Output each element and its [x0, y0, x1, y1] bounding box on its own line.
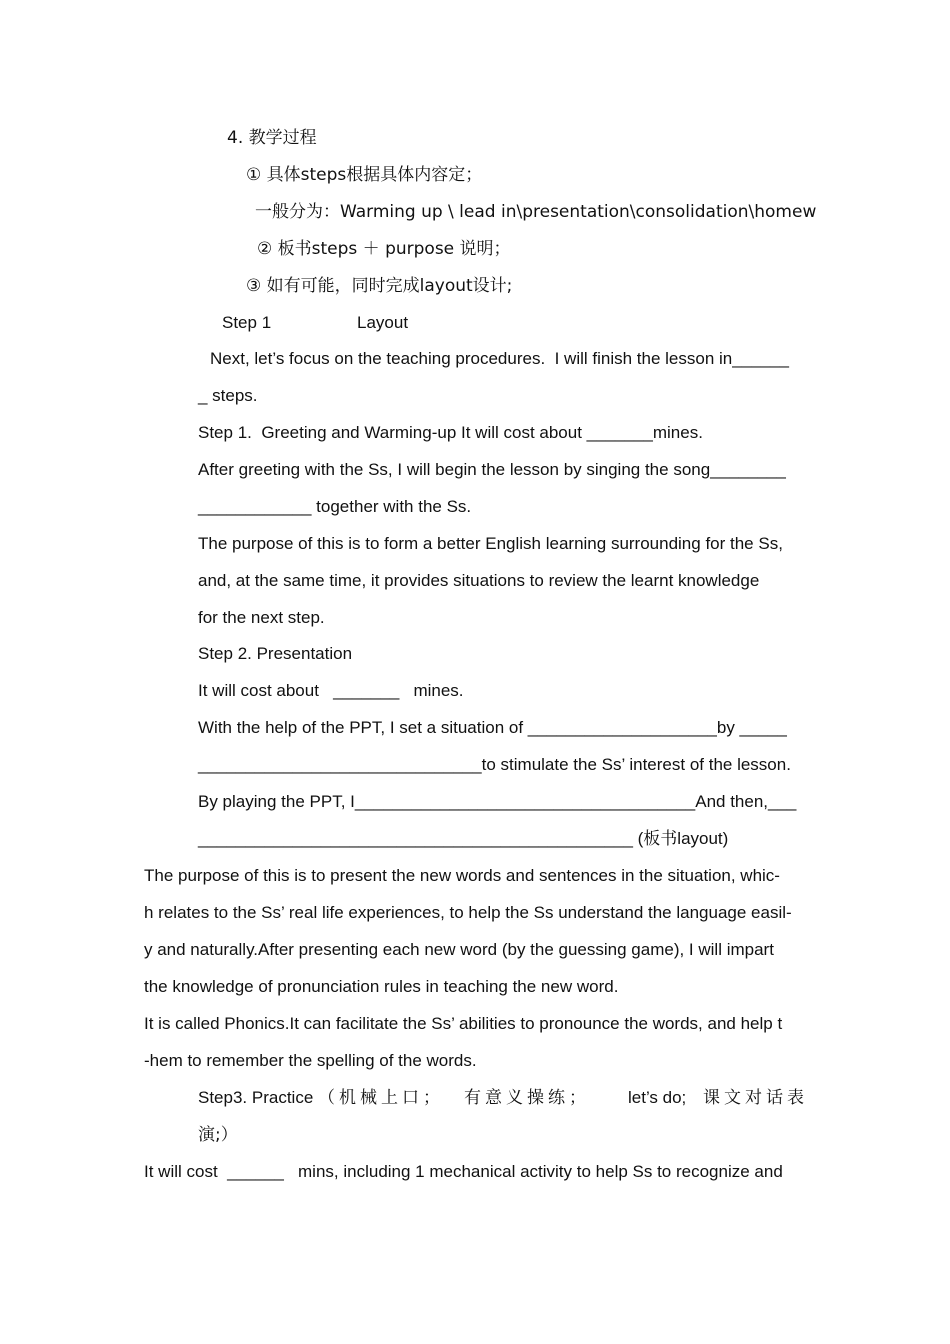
- step2-line-c: By playing the PPT, I____________________________________And then,___: [198, 792, 797, 811]
- step3-cn-performance: 演;）: [198, 1125, 238, 1145]
- step1-line-c: The purpose of this is to form a better English learning surrounding for the Ss,: [198, 534, 783, 553]
- purpose-line-4: the knowledge of pronunciation rules in teaching the new word.: [144, 977, 619, 996]
- step1-line-b: ____________ together with the Ss.: [198, 497, 472, 516]
- list-item-general: 一般分为：Warming up \ lead in\presentation\consolidation\homew: [255, 202, 817, 222]
- step3-time: It will cost ______ mins, including 1 mechanical activity to help Ss to recognize and: [144, 1162, 783, 1181]
- list-item-blackboard: ② 板书steps ＋ purpose 说明；: [257, 239, 511, 259]
- list-item-steps: ① 具体steps根据具体内容定；: [246, 165, 483, 185]
- step1-title: Step 1. Greeting and Warming-up It will cost about _______mines.: [198, 423, 703, 442]
- step3-cn-meaningful: 有意义操练；: [464, 1088, 590, 1108]
- intro-line-1: Next, let’s focus on the teaching procedures. I will finish the lesson in______: [210, 349, 789, 368]
- step2-line-d: ______________________________________________ (板书layout): [198, 829, 729, 848]
- list-item-layout: ③ 如有可能，同时完成layout设计;: [246, 276, 513, 296]
- step3-cn-mechanical: （机械上口；: [318, 1088, 445, 1108]
- step2-time: It will cost about _______ mines.: [198, 681, 464, 700]
- step3-prefix: Step3. Practice: [198, 1088, 319, 1107]
- intro-line-2: _ steps.: [198, 386, 258, 405]
- step3-title: [198, 1087, 444, 1109]
- phonics-line-2: -hem to remember the spelling of the words.: [144, 1051, 477, 1070]
- phonics-line-1: It is called Phonics.It can facilitate the Ss’ abilities to pronounce the words, and help t: [144, 1014, 783, 1033]
- step3-cn-dialogue: 课文对话表: [703, 1088, 808, 1108]
- step2-title: Step 2. Presentation: [198, 644, 353, 663]
- section-heading: 4. 教学过程: [227, 128, 317, 148]
- step1-line-a: After greeting with the Ss, I will begin the lesson by singing the song________: [198, 460, 786, 479]
- step2-line-b: ______________________________to stimulate the Ss’ interest of the lesson.: [198, 755, 791, 774]
- step3-letsdo: let’s do;: [628, 1088, 687, 1107]
- step1-line-e: for the next step.: [198, 608, 325, 627]
- purpose-line-2: h relates to the Ss’ real life experiences, to help the Ss understand the language easil-: [144, 903, 792, 922]
- step-header-step: Step 1: [222, 313, 272, 332]
- step-header-layout: Layout: [357, 313, 409, 332]
- step2-line-a: With the help of the PPT, I set a situation of ____________________by _____: [198, 718, 787, 737]
- purpose-line-3: y and naturally.After presenting each new word (by the guessing game), I will impart: [144, 940, 774, 959]
- step1-line-d: and, at the same time, it provides situations to review the learnt knowledge: [198, 571, 760, 590]
- purpose-line-1: The purpose of this is to present the new words and sentences in the situation, whic-: [144, 866, 780, 885]
